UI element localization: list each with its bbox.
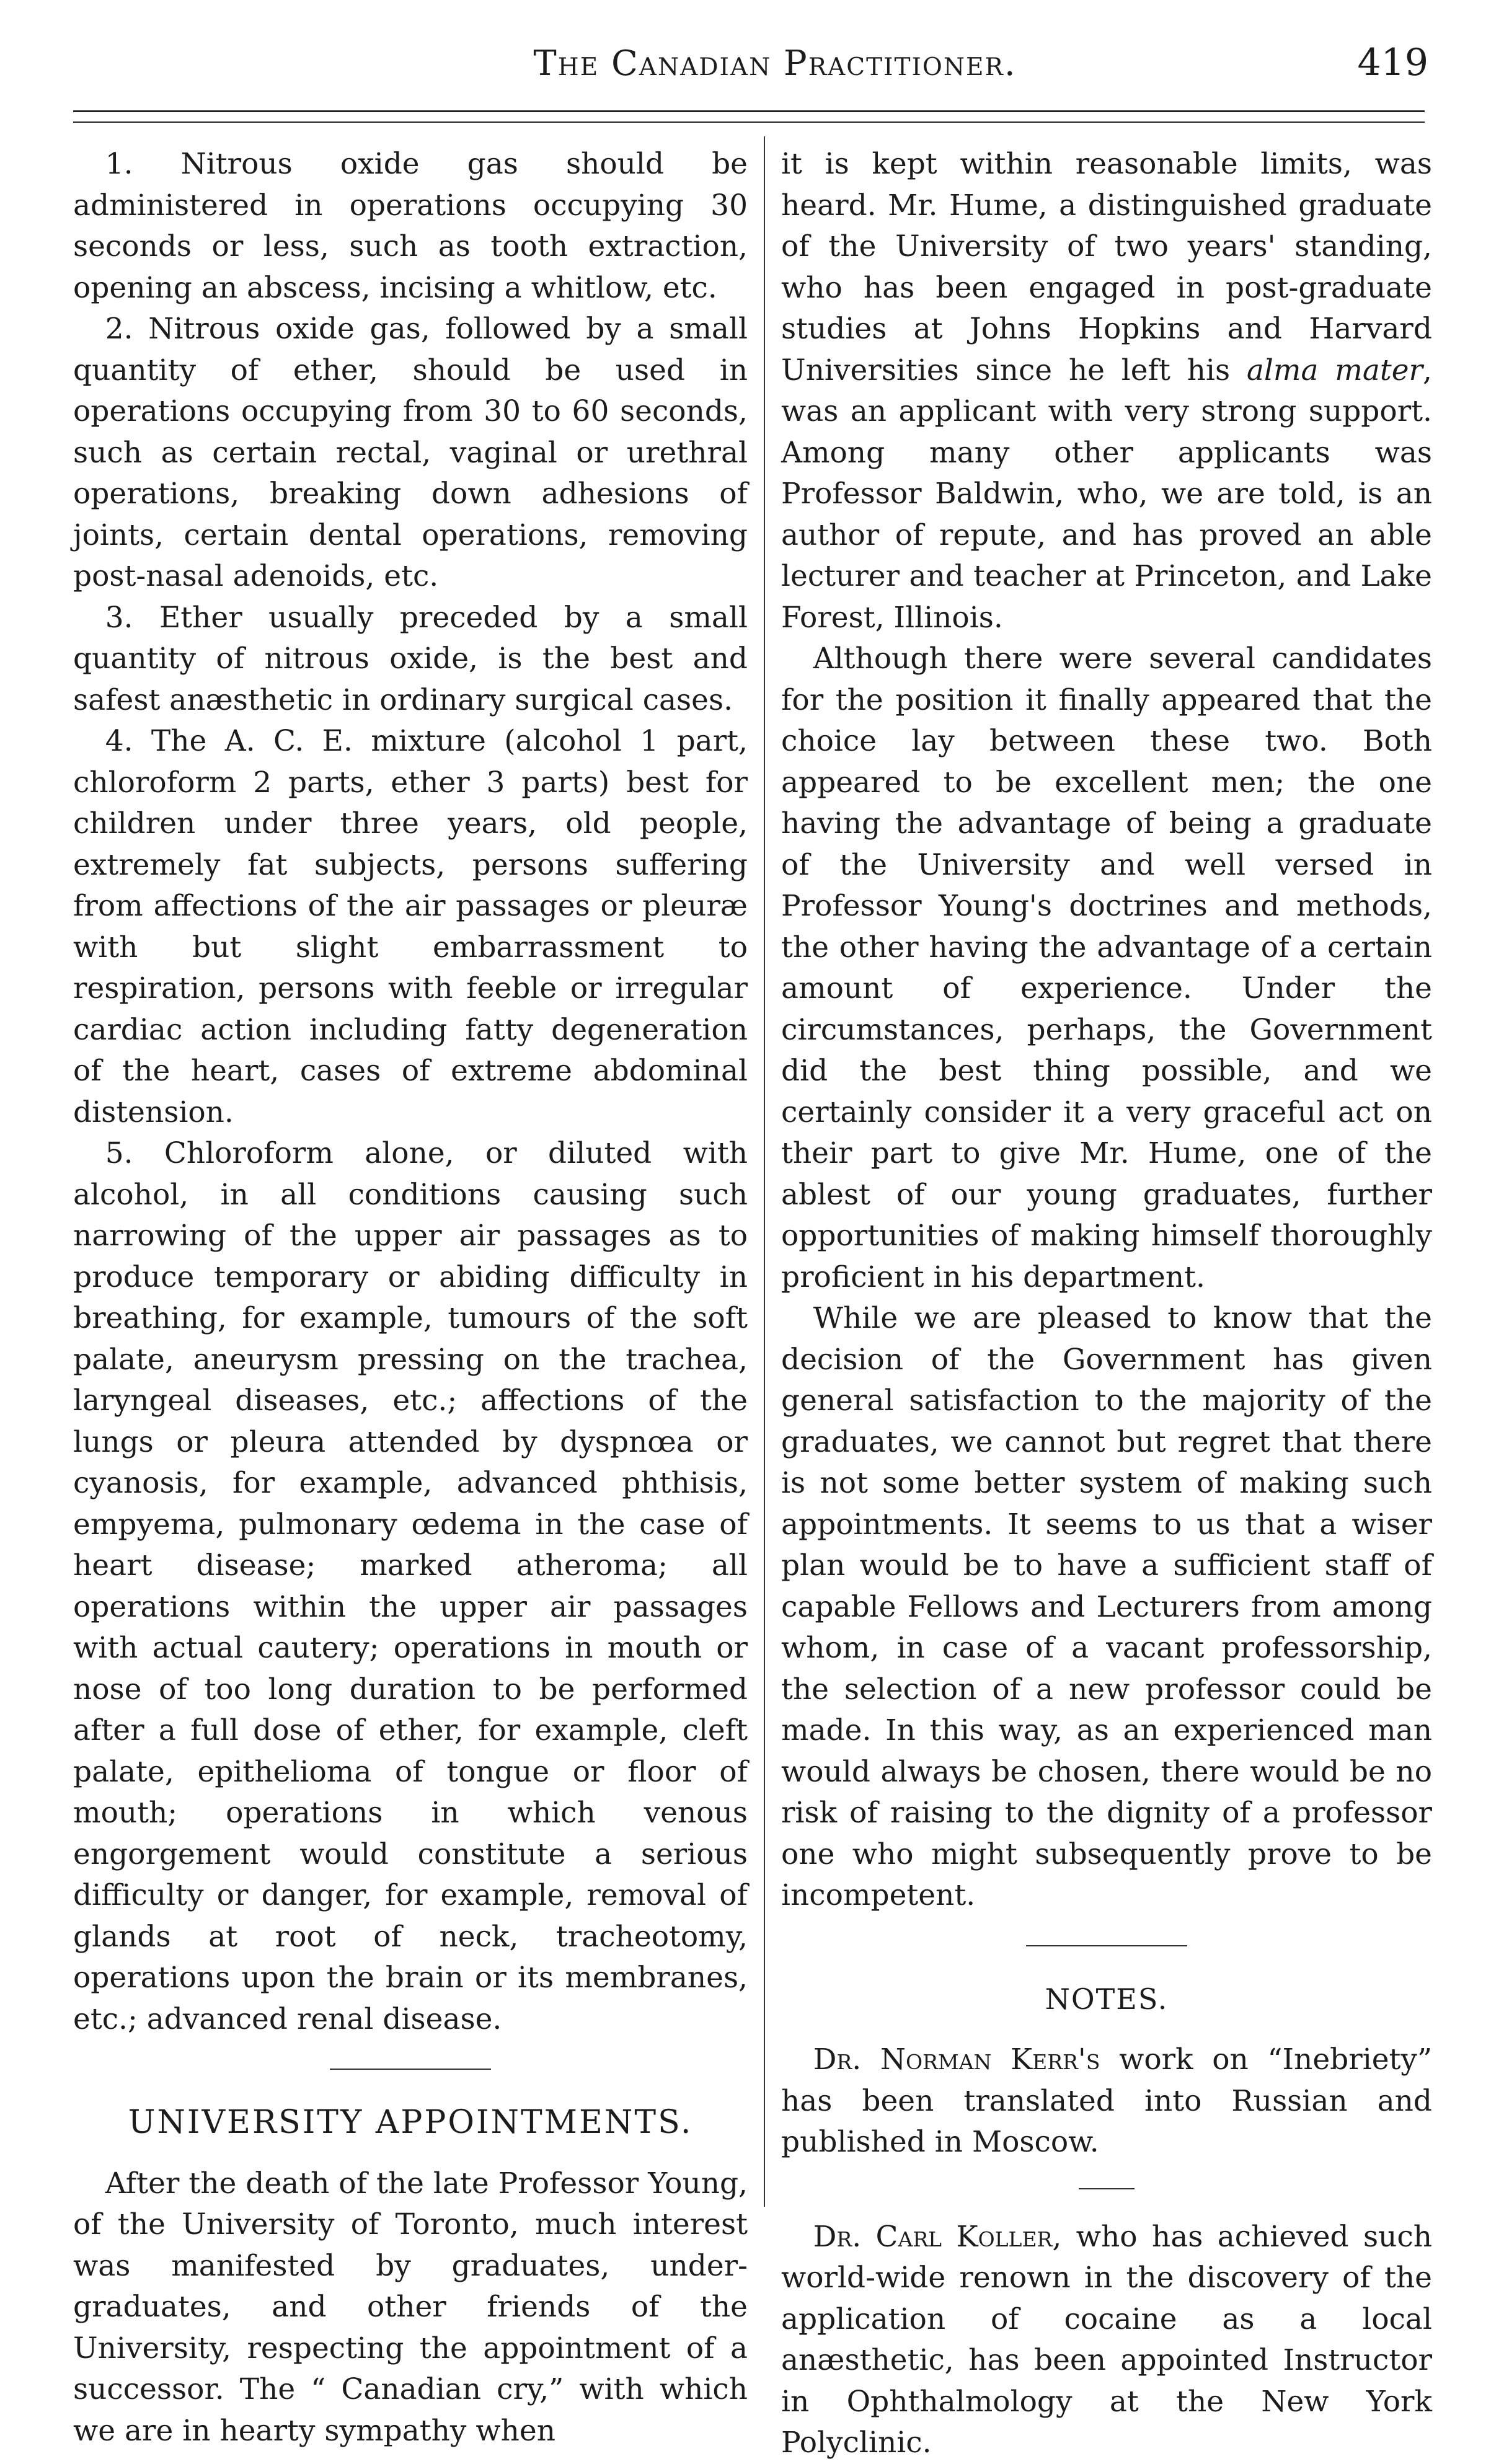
right-column: [781, 144, 1432, 2464]
notes-heading: NOTES.: [1045, 1982, 1169, 2016]
article-paragraph-continued: [781, 144, 1432, 638]
note-paragraph: [781, 2039, 1432, 2163]
header-rule: [73, 110, 1425, 112]
article-paragraph: Although there were several candidates for the position it finally appeared that the choice lay between these two. Both appeared to be excellent men; the one having the advantage of being a graduate of the University and well versed in Professor Young's doctrines and methods, the other having the advantage of a certain amount of experience. Under the circumstances, perhaps, the Government did the best thing possible, and we certainly consider it a very graceful act on their part to give Mr. Hume, one of the ablest of our young graduates, further opportunities of making himself thoroughly proficient in his department.: [781, 642, 1432, 1294]
note-text: work on “Inebriety” has been translated into Russian and published in Moscow.: [781, 2042, 1433, 2159]
list-item: 4. The A. C. E. mixture (alcohol 1 part, chloroform 2 parts, ether 3 parts) best for children under three years, old people, extremely fat subjects, persons suffering from affections of the air passages or pleuræ with but slight embarrassment to respiration, persons with feeble or irregular cardiac action including fatty degeneration of the heart, cases of extreme abdominal distension.: [73, 724, 748, 1129]
left-column: [73, 144, 748, 2452]
list-item: 3. Ether usually preceded by a small quantity of nitrous oxide, is the best and safest anæsthetic in ordinary surgical cases.: [73, 600, 748, 717]
paragraph-text: , was an applicant with very strong support. Among many other applicants was Professor Baldwin, who, we are told, is an author of repute, and has proved an able lecturer and teacher at Princeton, and Lake Forest, Illinois.: [781, 353, 1432, 635]
list-item: 1. Nitrous oxide gas should be administered in operations occupying 30 seconds or less, such as tooth extraction, opening an abscess, incising a whitlow, etc.: [73, 147, 748, 305]
note-paragraph: [781, 2217, 1432, 2464]
list-item: 5. Chloroform alone, or diluted with alcohol, in all conditions causing such narrowing of the upper air passages as to produce temporary or abiding difficulty in breathing, for example, tumours of the soft palate, aneurysm pressing on the trachea, laryngeal diseases, etc.; affections of the lungs or pleura attended by dyspnœa or cyanosis, for example, advanced phthisis, empyema, pulmonary œdema in the case of heart disease; marked atheroma; all operations within the upper air passages with actual cautery; operations in mouth or nose of too long duration to be performed after a full dose of ether, for example, cleft palate, epithelioma of tongue or floor of mouth; operations in which venous engorgement would constitute a serious difficulty or danger, for example, removal of glands at root of neck, tracheotomy, operations upon the brain or its membranes, etc.; advanced renal disease.: [73, 1136, 748, 2036]
header-rule-thin: [73, 121, 1425, 123]
section-divider: [1026, 1945, 1187, 1946]
note-author: Dr. Carl Koller,: [813, 2219, 1062, 2254]
list-item: 2. Nitrous oxide gas, followed by a small quantity of ether, should be used in operations occupying from 30 to 60 seconds, such as certain rectal, vaginal or urethral operations, breaking down adhesions of joints, certain dental operations, removing post-nasal adenoids, etc.: [73, 312, 748, 593]
section-heading: UNIVERSITY APPOINTMENTS.: [128, 2104, 693, 2141]
article-paragraph: While we are pleased to know that the decision of the Government has given general satisfaction to the majority of the graduates, we cannot but regret that there is not some better system of making such appointments. It seems to us that a wiser plan would be to have a sufficient staff of capable Fellows and Lecturers from among whom, in case of a vacant professorship, the selection of a new professor could be made. In this way, as an experienced man would always be chosen, there would be no risk of raising to the dignity of a professor one who might subsequently prove to be incompetent.: [781, 1301, 1432, 1912]
page-number: 419: [1357, 41, 1428, 84]
note-text: who has achieved such world-wide renown in the discovery of the application of cocaine as a local anæsthetic, has been appointed Instructor in Ophthalmology at the New York Polyclinic.: [781, 2219, 1432, 2460]
running-title: The Canadian Practitioner.: [533, 43, 1017, 84]
column-divider: [764, 136, 765, 2207]
note-author: Dr. Norman Kerr's: [813, 2042, 1100, 2077]
note-divider: [1079, 2188, 1135, 2189]
article-paragraph: After the death of the late Professor Young, of the University of Toronto, much interest was manifested by graduates, under-graduates, and other friends of the University, respecting the appointment of a successor. The “ Canadian cry,” with which we are in hearty sympathy when: [73, 2166, 748, 2448]
section-divider: [330, 2069, 491, 2070]
paragraph-text: it is kept within reasonable limits, was heard. Mr. Hume, a distinguished graduate of the University of two years' standing, who has been engaged in post-graduate studies at Johns Hopkins and Harvard Universities since he left his: [781, 147, 1432, 387]
italic-phrase: alma mater: [1246, 353, 1423, 387]
